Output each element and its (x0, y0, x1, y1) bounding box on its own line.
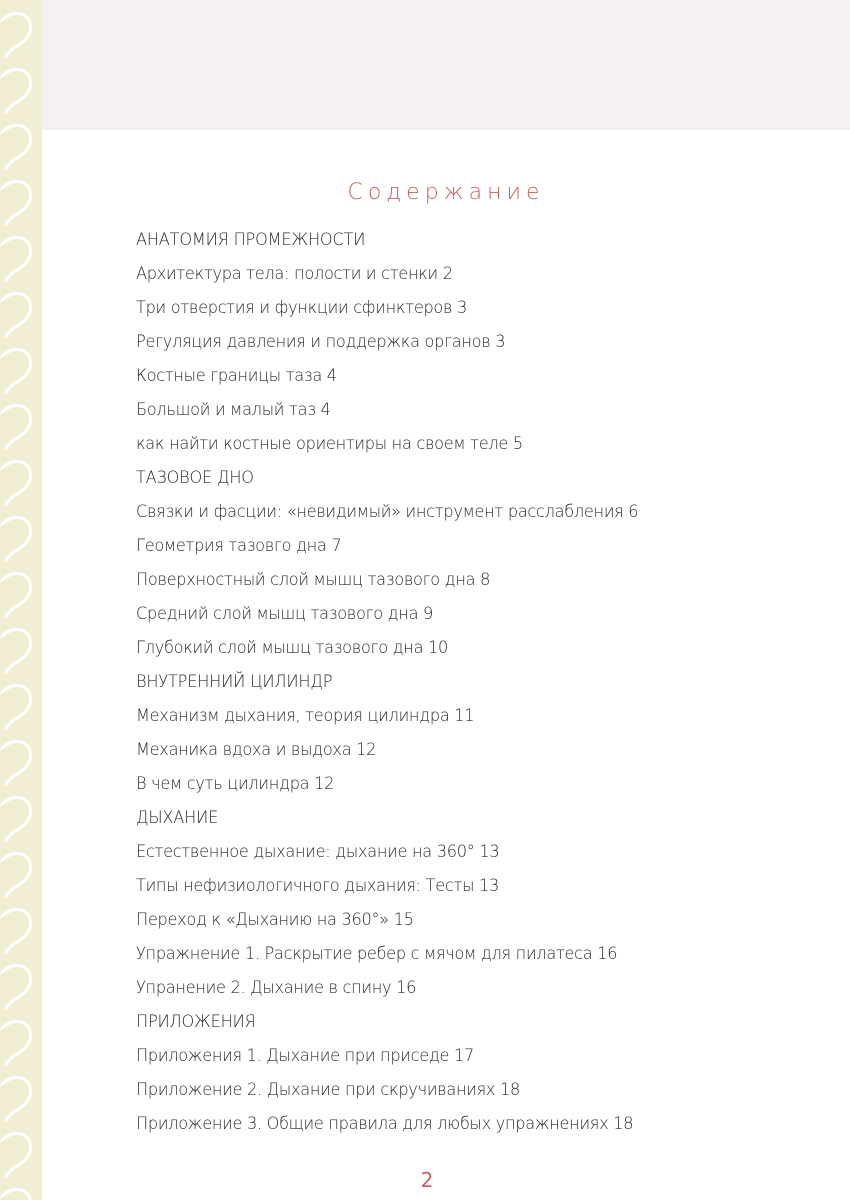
toc-item: Упражнение 1. Раскрытие ребер с мячом для пилатеса 16 (136, 944, 618, 964)
toc-item: Большой и малый таз 4 (136, 400, 331, 420)
toc-item: Поверхностный слой мышц тазового дна 8 (136, 570, 491, 590)
toc-item: Геометрия тазовго дна 7 (136, 536, 342, 556)
toc-item: Приложение 2. Дыхание при скручиваниях 18 (136, 1080, 520, 1100)
toc-section-heading: АНАТОМИЯ ПРОМЕЖНОСТИ (136, 230, 366, 250)
toc-item: Глубокий слой мышц тазового дна 10 (136, 638, 449, 658)
toc-title: Содержание (347, 180, 545, 205)
decorative-side-strip (0, 0, 42, 1200)
toc-item: В чем суть цилиндра 12 (136, 774, 335, 794)
toc-item: Упранение 2. Дыхание в спину 16 (136, 978, 417, 998)
toc-item: как найти костные ориентиры на своем теле 5 (136, 434, 523, 454)
wave-pattern-icon (0, 0, 42, 1200)
table-of-contents (136, 223, 826, 1141)
toc-item: Приложение 3. Общие правила для любых упражнениях 18 (136, 1114, 634, 1134)
toc-section-heading: ДЫХАНИЕ (136, 808, 219, 828)
toc-item: Три отверстия и функции сфинктеров 3 (136, 298, 468, 318)
toc-section-heading: ТАЗОВОЕ ДНО (136, 468, 254, 488)
header-band (42, 0, 850, 130)
toc-item: Приложения 1. Дыхание при приседе 17 (136, 1046, 475, 1066)
toc-item: Механизм дыхания, теория цилиндра 11 (136, 706, 475, 726)
toc-section-heading: ВНУТРЕННИЙ ЦИЛИНДР (136, 672, 333, 692)
page-number: 2 (420, 1168, 434, 1192)
toc-item: Механика вдоха и выдоха 12 (136, 740, 377, 760)
toc-item: Связки и фасции: «невидимый» инструмент расслабления 6 (136, 502, 639, 522)
toc-item: Естественное дыхание: дыхание на 360° 13 (136, 842, 500, 862)
toc-item: Архитектура тела: полости и стенки 2 (136, 264, 453, 284)
toc-item: Средний слой мышц тазового дна 9 (136, 604, 434, 624)
toc-item: Костные границы таза 4 (136, 366, 337, 386)
toc-section-heading: ПРИЛОЖЕНИЯ (136, 1012, 256, 1032)
toc-item: Регуляция давления и поддержка органов 3 (136, 332, 506, 352)
toc-item: Переход к «Дыханию на 360°» 15 (136, 910, 414, 930)
toc-item: Типы нефизиологичного дыхания: Тесты 13 (136, 876, 499, 896)
